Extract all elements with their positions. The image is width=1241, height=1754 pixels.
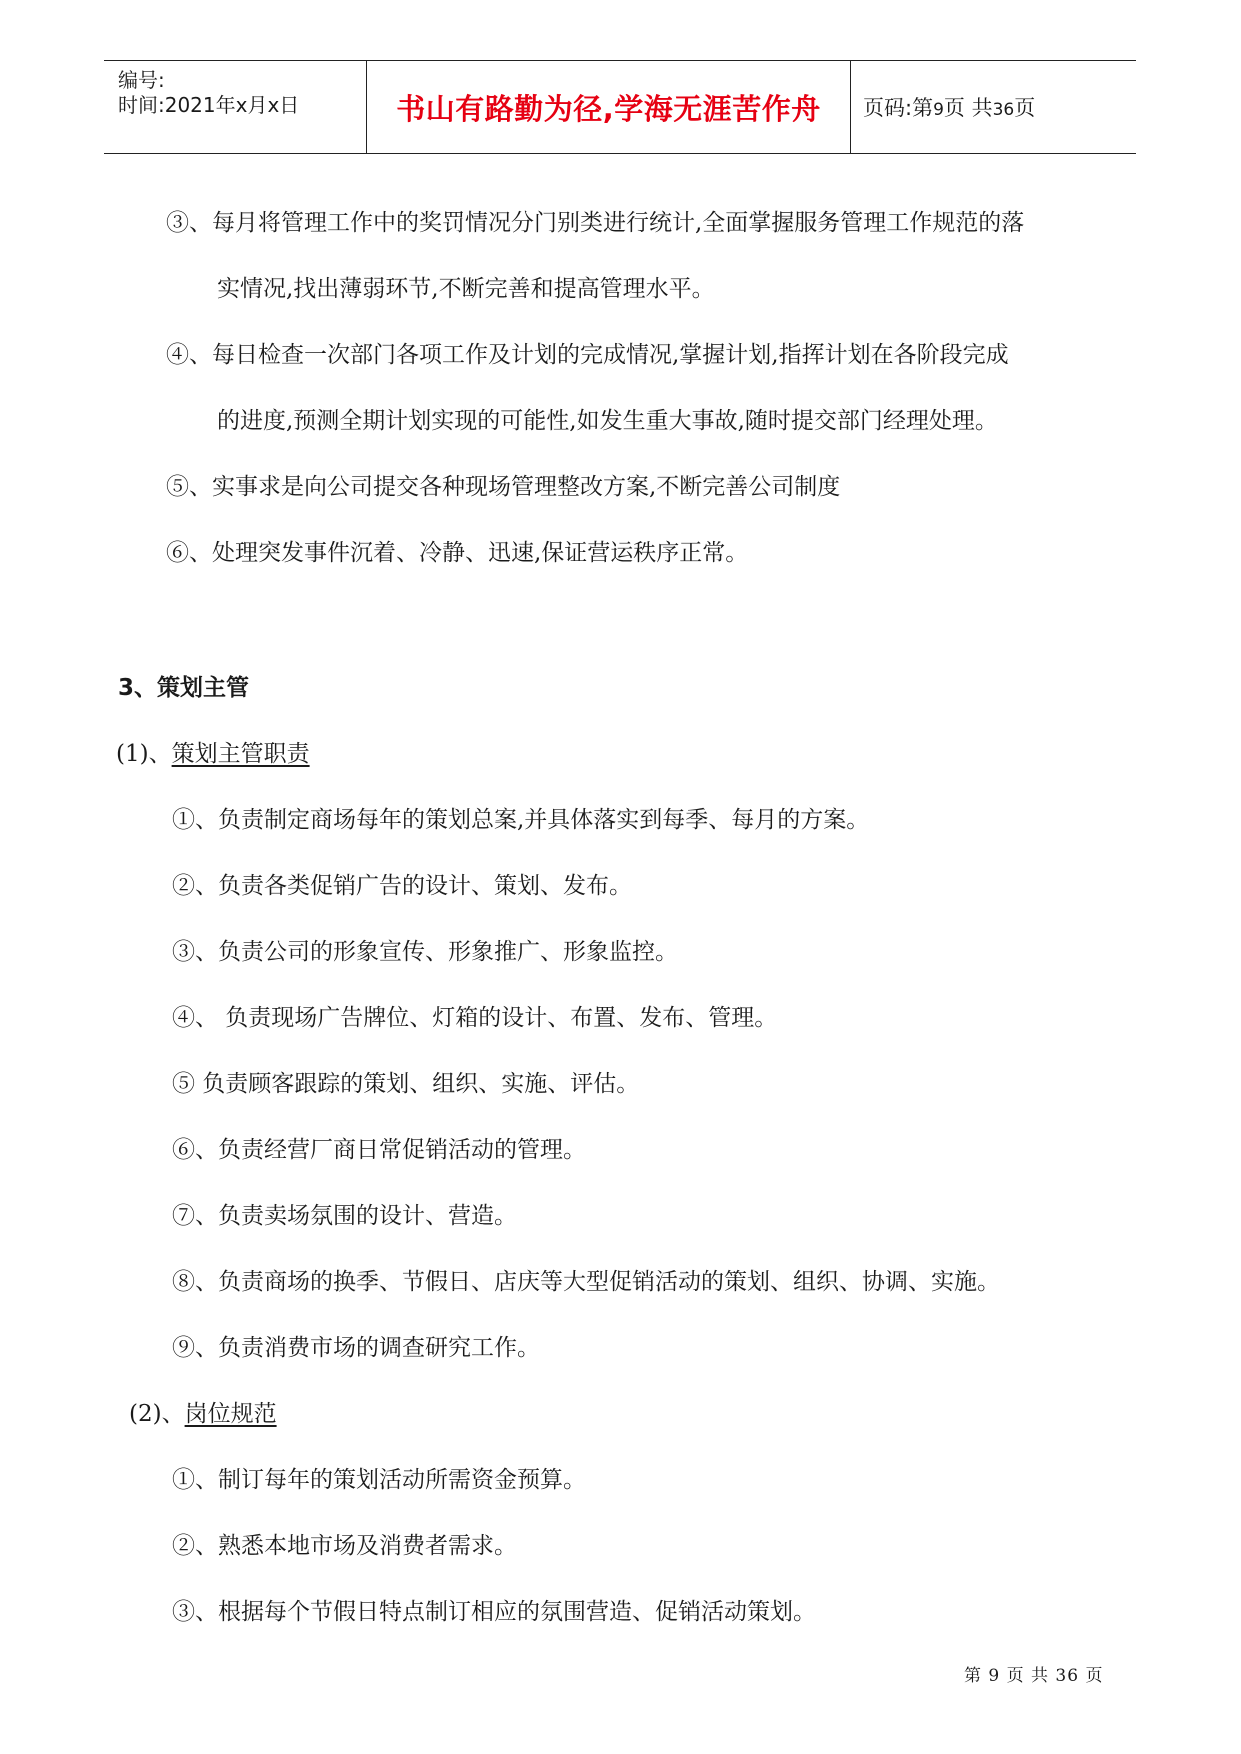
duty-item: ②、负责各类促销广告的设计、策划、发布。 [172,873,632,899]
subsection-1-prefix: (1)、 [116,741,172,767]
duty-item: ④、 负责现场广告牌位、灯箱的设计、布置、发布、管理。 [172,1005,778,1031]
subsection-2-title: 岗位规范 [184,1401,277,1427]
paragraph-4-line-1: ④、每日检查一次部门各项工作及计划的完成情况,掌握计划,指挥计划在各阶段完成 [166,342,1009,368]
header-page-code [863,92,1035,122]
paragraph-3-line-2: 实情况,找出薄弱环节,不断完善和提高管理水平。 [217,276,715,302]
norm-item: ③、根据每个节假日特点制订相应的氛围营造、促销活动策划。 [172,1599,816,1625]
header-motto-cell [367,61,851,153]
document-number-label: 编号: [118,68,165,92]
header-page-cell [851,61,1136,153]
subsection-2-prefix: (2)、 [129,1401,185,1427]
norm-item: ②、熟悉本地市场及消费者需求。 [172,1533,517,1559]
duty-item: ①、负责制定商场每年的策划总案,并具体落实到每季、每月的方案。 [172,807,870,833]
duty-item: ⑥、负责经营厂商日常促销活动的管理。 [172,1137,586,1163]
paragraph-4-line-2: 的进度,预测全期计划实现的可能性,如发生重大事故,随时提交部门经理处理。 [217,408,998,434]
duty-item: ③、负责公司的形象宣传、形象推广、形象监控。 [172,939,678,965]
duty-item: ⑨、负责消费市场的调查研究工作。 [172,1335,540,1361]
header-meta-cell [104,61,367,153]
paragraph-5: ⑤、实事求是向公司提交各种现场管理整改方案,不断完善公司制度 [166,474,841,500]
header-motto: 书山有路勤为径,学海无涯苦作舟 [396,91,821,126]
page-footer: 第 9 页 共 36 页 [964,1666,1104,1686]
duty-item: ⑤ 负责顾客跟踪的策划、组织、实施、评估。 [172,1071,640,1097]
page-header [104,60,1136,154]
subsection-1-heading [116,739,310,769]
page-mid: 页 共 [943,96,993,120]
norm-item: ①、制订每年的策划活动所需资金预算。 [172,1467,586,1493]
page-total: 36 [992,100,1015,120]
section-title: 3、策划主管 [118,675,250,701]
page-prefix: 页码:第 [863,96,934,120]
document-time-label: 时间:2021年x月x日 [118,93,300,117]
paragraph-3-line-1: ③、每月将管理工作中的奖罚情况分门别类进行统计,全面掌握服务管理工作规范的落 [166,210,1025,236]
page-current: 9 [933,100,944,120]
duty-item: ⑧、负责商场的换季、节假日、店庆等大型促销活动的策划、组织、协调、实施。 [172,1269,1000,1295]
subsection-2-heading [129,1399,277,1429]
subsection-1-title: 策划主管职责 [171,741,310,767]
duty-item: ⑦、负责卖场氛围的设计、营造。 [172,1203,517,1229]
page-suffix: 页 [1014,96,1036,120]
paragraph-6: ⑥、处理突发事件沉着、冷静、迅速,保证营运秩序正常。 [166,540,749,566]
